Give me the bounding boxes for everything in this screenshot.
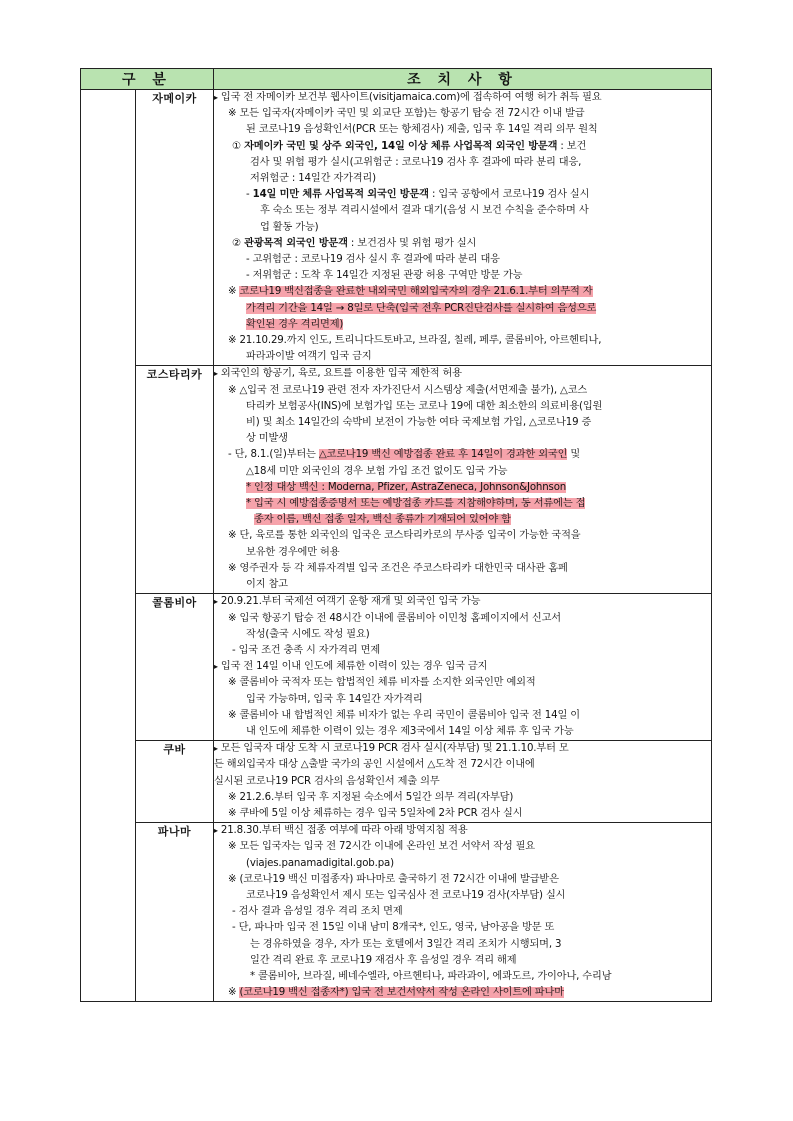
text-line: ※ 21.10.29.까지 인도, 트리니다드토바고, 브라질, 칠레, 페루, 콜롬비아, 아르헨티나, — [228, 335, 602, 347]
highlighted-text: △코로나19 백신 예방접종 완료 후 14일이 경과한 외국인 — [318, 449, 568, 461]
cuba-measures — [214, 741, 712, 823]
text-line: - 14일 미만 체류 사업목적 외국인 방문객 : 입국 공항에서 코로나19 검사 실시 — [246, 189, 590, 201]
text-line: ※ 모든 입국자(자메이카 국민 및 외교단 포함)는 항공기 탑승 전 72시간 이내 발급 — [228, 108, 585, 120]
text-line: 된 코로나19 음성확인서(PCR 또는 항체검사) 제출, 입국 후 14일 격리 의무 원칙 — [246, 124, 598, 136]
table-row — [81, 366, 712, 594]
text-line: ※ 모든 입국자는 입국 전 72시간 이내에 온라인 보건 서약서 작성 필요 — [228, 841, 535, 853]
costarica-measures — [214, 366, 712, 594]
text-line: 저위험군 : 14일간 자가격리) — [250, 173, 376, 185]
text-line: ▸ 입국 전 14일 이내 인도에 체류한 이력이 있는 경우 입국 금지 — [214, 659, 711, 675]
bold-text: 관광목적 외국인 방문객 — [244, 237, 348, 249]
text-line: 업 활동 가능) — [260, 221, 319, 233]
table-row — [81, 90, 712, 366]
text-line: 검사 및 위험 평가 실시(고위험군 : 코로나19 검사 후 결과에 따라 분리 대응, — [250, 156, 582, 168]
text-line: ① 자메이카 국민 및 상주 외국인, 14일 이상 체류 사업목적 외국인 방문객 : 보건 — [232, 140, 587, 152]
highlighted-text: 확인된 경우 격리면제) — [246, 318, 344, 330]
text-line: - 검사 결과 음성일 경우 격리 조치 면제 — [232, 906, 403, 918]
text-line: 이지 참고 — [246, 579, 288, 591]
bold-text: 14일 미만 체류 사업목적 외국인 방문객 — [252, 189, 429, 201]
text-line — [214, 512, 711, 528]
text-line: 코로나19 음성확인서 제시 또는 입국심사 전 코로나19 검사(자부담) 실시 — [246, 889, 566, 901]
highlighted-text: (코로나19 백신 접종자*) 입국 전 보건서약서 작성 온라인 사이트에 파나마 — [239, 987, 564, 999]
text-line: ▸ 모든 입국자 대상 도착 시 코로나19 PCR 검사 실시(자부담) 및 21.1.10.부터 모 — [214, 741, 711, 757]
text-line: 입국 가능하며, 입국 후 14일간 자가격리 — [246, 693, 423, 705]
header-measures: 조 치 사 항 — [214, 69, 712, 90]
header-category: 구 분 — [81, 69, 214, 90]
text-line: ※ △입국 전 코로나19 관련 전자 자가진단서 시스템상 제출(서면제출 불가), △코스 — [228, 384, 588, 396]
text-line: ▸ 21.8.30.부터 백신 접종 여부에 따라 아래 방역지침 적용 — [214, 823, 711, 839]
table-row — [81, 823, 712, 1002]
text-line: - 고위험군 : 코로나19 검사 실시 후 결과에 따라 분리 대응 — [246, 254, 500, 266]
text-line: 든 해외입국자 대상 △출발 국가의 공인 시설에서 △도착 전 72시간 이내에 — [214, 759, 535, 771]
text-line: ※ 콜롬비아 내 합법적인 체류 비자가 없는 우리 국민이 콜롬비아 입국 전 14일 이 — [228, 709, 580, 721]
text-line: ※ 단, 육로를 통한 외국인의 입국은 코스타리카로의 무사증 입국이 가능한 국적을 — [228, 530, 581, 542]
highlighted-text: 코로나19 백신접종을 완료한 내외국민 해외입국자의 경우 21.6.1.부터 의무적 자 — [239, 286, 593, 298]
text-line: 보유한 경우에만 허용 — [246, 546, 340, 558]
table-header-row — [81, 69, 712, 90]
text-line: - 단, 파나마 입국 전 15일 이내 남미 8개국*, 인도, 영국, 남아공을 방문 또 — [232, 922, 555, 934]
text-line: - 단, 8.1.(일)부터는 △코로나19 백신 예방접종 완료 후 14일이 경과한 외국인 및 — [228, 449, 581, 461]
country-colombia: 콜롬비아 — [136, 594, 214, 741]
text-line: ② 관광목적 외국인 방문객 : 보건검사 및 위험 평가 실시 — [232, 237, 477, 249]
text-line — [214, 480, 711, 496]
text-line: ▸ 외국인의 항공기, 육로, 요트를 이용한 입국 제한적 허용 — [214, 366, 711, 382]
text-line: ▸ 입국 전 자메이카 보건부 웹사이트(visitjamaica.com)에 접속하여 여행 허가 취득 필요 — [214, 90, 711, 106]
text-line: - 입국 조건 충족 시 자가격리 면제 — [232, 644, 381, 656]
text-line: 는 경유하였을 경우, 자가 또는 호텔에서 3일간 격리 조치가 시행되며, 3 — [250, 938, 562, 950]
text-line: ※ (코로나19 백신 미접종자) 파나마로 출국하기 전 72시간 이내에 발급받은 — [228, 873, 559, 885]
colombia-measures — [214, 594, 712, 741]
text-line — [214, 301, 711, 317]
text-line: 실시된 코로나19 PCR 검사의 음성확인서 제출 의무 — [214, 775, 440, 787]
text-line: 내 인도에 체류한 이력이 있는 경우 제3국에서 14일 이상 체류 후 입국 가능 — [246, 725, 574, 737]
country-costarica: 코스타리카 — [136, 366, 214, 594]
text-line: ※ 입국 항공기 탑승 전 48시간 이내에 콜롬비아 이민청 홈페이지에서 신고서 — [228, 612, 561, 624]
text-line: 작성(출국 시에도 작성 필요) — [246, 628, 370, 640]
measures-table — [80, 68, 712, 1002]
text-line: 일간 격리 완료 후 코로나19 재검사 후 음성일 경우 격리 해제 — [250, 954, 517, 966]
text-line: 후 숙소 또는 정부 격리시설에서 결과 대기(음성 시 보건 수칙을 준수하며 사 — [260, 205, 589, 217]
text-line — [214, 496, 711, 512]
text-line: - 저위험군 : 도착 후 14일간 지정된 관광 허용 구역만 방문 가능 — [246, 270, 523, 282]
highlighted-text: * 입국 시 예방접종증명서 또는 예방접종 카드를 지참해야하며, 동 서류에는 접 — [246, 498, 586, 510]
text-line: 비) 및 최소 14일간의 숙박비 보전이 가능한 여타 국제보험 가입, △코로나19 증 — [246, 417, 592, 429]
text-line: 파라과이발 여객기 입국 금지 — [246, 351, 372, 363]
text-line: (viajes.panamadigital.gob.pa) — [246, 857, 394, 869]
panama-measures — [214, 823, 712, 1002]
highlighted-text: 가격리 기간을 14일 → 8일로 단축(입국 전후 PCR진단검사를 실시하여 음성으로 — [246, 302, 597, 314]
text-line: 상 미발생 — [246, 433, 288, 445]
jamaica-measures — [214, 90, 712, 366]
text-line: ※ 영주권자 등 각 체류자격별 입국 조건은 주코스타리카 대한민국 대사관 홈페 — [228, 562, 568, 574]
bold-text: 자메이카 국민 및 상주 외국인, 14일 이상 체류 사업목적 외국인 방문객 — [244, 140, 558, 152]
text-line: ※ 코로나19 백신접종을 완료한 내외국민 해외입국자의 경우 21.6.1.부터 의무적 자 — [228, 286, 593, 298]
text-line: ※ 쿠바에 5일 이상 체류하는 경우 입국 5일차에 2차 PCR 검사 실시 — [228, 807, 523, 819]
country-jamaica: 자메이카 — [136, 90, 214, 366]
text-line — [214, 317, 711, 333]
table-row — [81, 741, 712, 823]
text-line: * 콜롬비아, 브라질, 베네수엘라, 아르헨티나, 파라과이, 에콰도르, 가이아나, 수리남 — [250, 970, 612, 982]
text-line: ※ 콜롬비아 국적자 또는 합법적인 체류 비자를 소지한 외국인만 예외적 — [228, 677, 536, 689]
country-cuba: 쿠바 — [136, 741, 214, 823]
text-line: ※ 21.2.6.부터 입국 후 지정된 숙소에서 5일간 의무 격리(자부담) — [228, 791, 514, 803]
table-row — [81, 594, 712, 741]
text-line: ※ (코로나19 백신 접종자*) 입국 전 보건서약서 작성 온라인 사이트에 파나마 — [228, 987, 564, 999]
text-line: △18세 미만 외국인의 경우 보험 가입 조건 없이도 입국 가능 — [246, 465, 508, 477]
text-line: ▸ 20.9.21.부터 국제선 여객기 운항 재개 및 외국인 입국 가능 — [214, 594, 711, 610]
highlighted-text: 종자 이름, 백신 접종 일자, 백신 종류가 기재되어 있어야 함 — [254, 514, 511, 526]
country-panama: 파나마 — [136, 823, 214, 1002]
region-cell — [81, 90, 136, 1002]
highlighted-text: * 인정 대상 백신 : Moderna, Pfizer, AstraZeneca, Johnson&Johnson — [246, 481, 567, 493]
text-line: 타리카 보험공사(INS)에 보험가입 또는 코로나 19에 대한 최소한의 의료비용(입원 — [246, 400, 603, 412]
